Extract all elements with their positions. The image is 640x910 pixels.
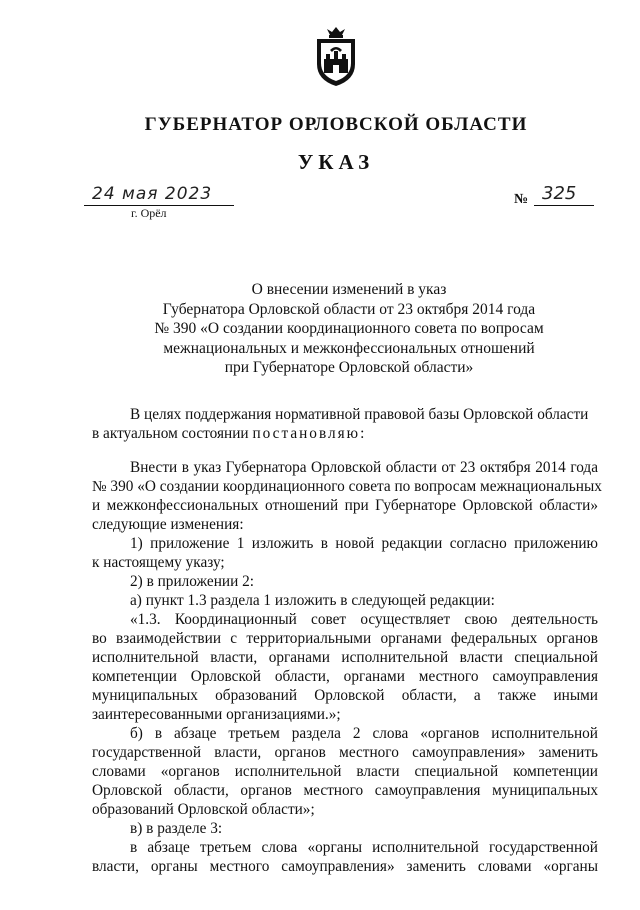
body-line: и межконфессиональных отношений при Губернаторе Орловской области» [92,497,598,514]
body-line: муниципальных образований Орловской области, а также иными [92,687,598,704]
title-line: № 390 «О создании координационного совета по вопросам [154,320,544,337]
body-line: а) пункт 1.3 раздела 1 изложить в следующей редакции: [130,592,495,609]
handwritten-number: 325 [542,183,577,204]
body-line: образований Орловской области»; [92,801,315,818]
document-type: УКАЗ [297,150,375,174]
body-line: 1) приложение 1 изложить в новой редакции согласно приложению [130,535,598,552]
body-line: к настоящему указу; [92,554,225,571]
body-line: «1.3. Координационный совет осуществляет свою деятельность [130,611,598,628]
body-line: во взаимодействии с территориальными органами федеральных органов [92,630,598,647]
body-line: государственной власти, органов местного самоуправления» заменить [92,744,598,761]
body-line: исполнительной власти, органами исполнительной власти специальной [92,649,598,666]
body-line: Орловской области, органов местного самоуправления муниципальных [92,782,598,799]
handwritten-date: 24 мая 2023 [92,184,213,204]
title-line: межнациональных и межконфессиональных отношений [163,339,535,357]
number-underline [534,205,594,206]
authority-heading: ГУБЕРНАТОР ОРЛОВСКОЙ ОБЛАСТИ [144,114,528,135]
preamble-line: В целях поддержания нормативной правовой базы Орловской области [130,406,589,423]
number-label: № [514,192,529,207]
title-line: Губернатора Орловской области от 23 октября 2014 года [162,300,536,318]
body-line: компетенции Орловской области, органами местного самоуправления [92,668,598,685]
body-line: б) в абзаце третьем раздела 2 слова «органов исполнительной [130,725,598,742]
body-line: № 390 «О создании координационного совета по вопросам межнациональных [92,478,602,495]
preamble-line [92,424,598,443]
body-line: заинтересованными организациями.»; [92,706,341,723]
title-line: при Губернаторе Орловской области» [224,359,474,376]
body-line: 2) в приложении 2: [130,573,254,590]
body-line: в абзаце третьем слова «органы исполнительной государственной [130,839,598,856]
decree-title [100,280,598,378]
city-label: г. Орёл [131,206,167,220]
title-line: О внесении изменений в указ [251,281,447,298]
body-line: Внести в указ Губернатора Орловской области от 23 октября 2014 года [130,459,598,476]
body-line: следующие изменения: [92,516,244,533]
body-line: власти, органы местного самоуправления» заменить словами «органы [92,858,598,875]
body-line: в) в разделе 3: [130,820,223,837]
preamble-text: в актуальном состоянии [92,425,249,442]
body-line: словами «органов исполнительной власти специальной компетенции [92,763,598,780]
resolution-word: постановляю: [252,425,367,442]
oryol-coat-of-arms-icon [314,26,358,88]
